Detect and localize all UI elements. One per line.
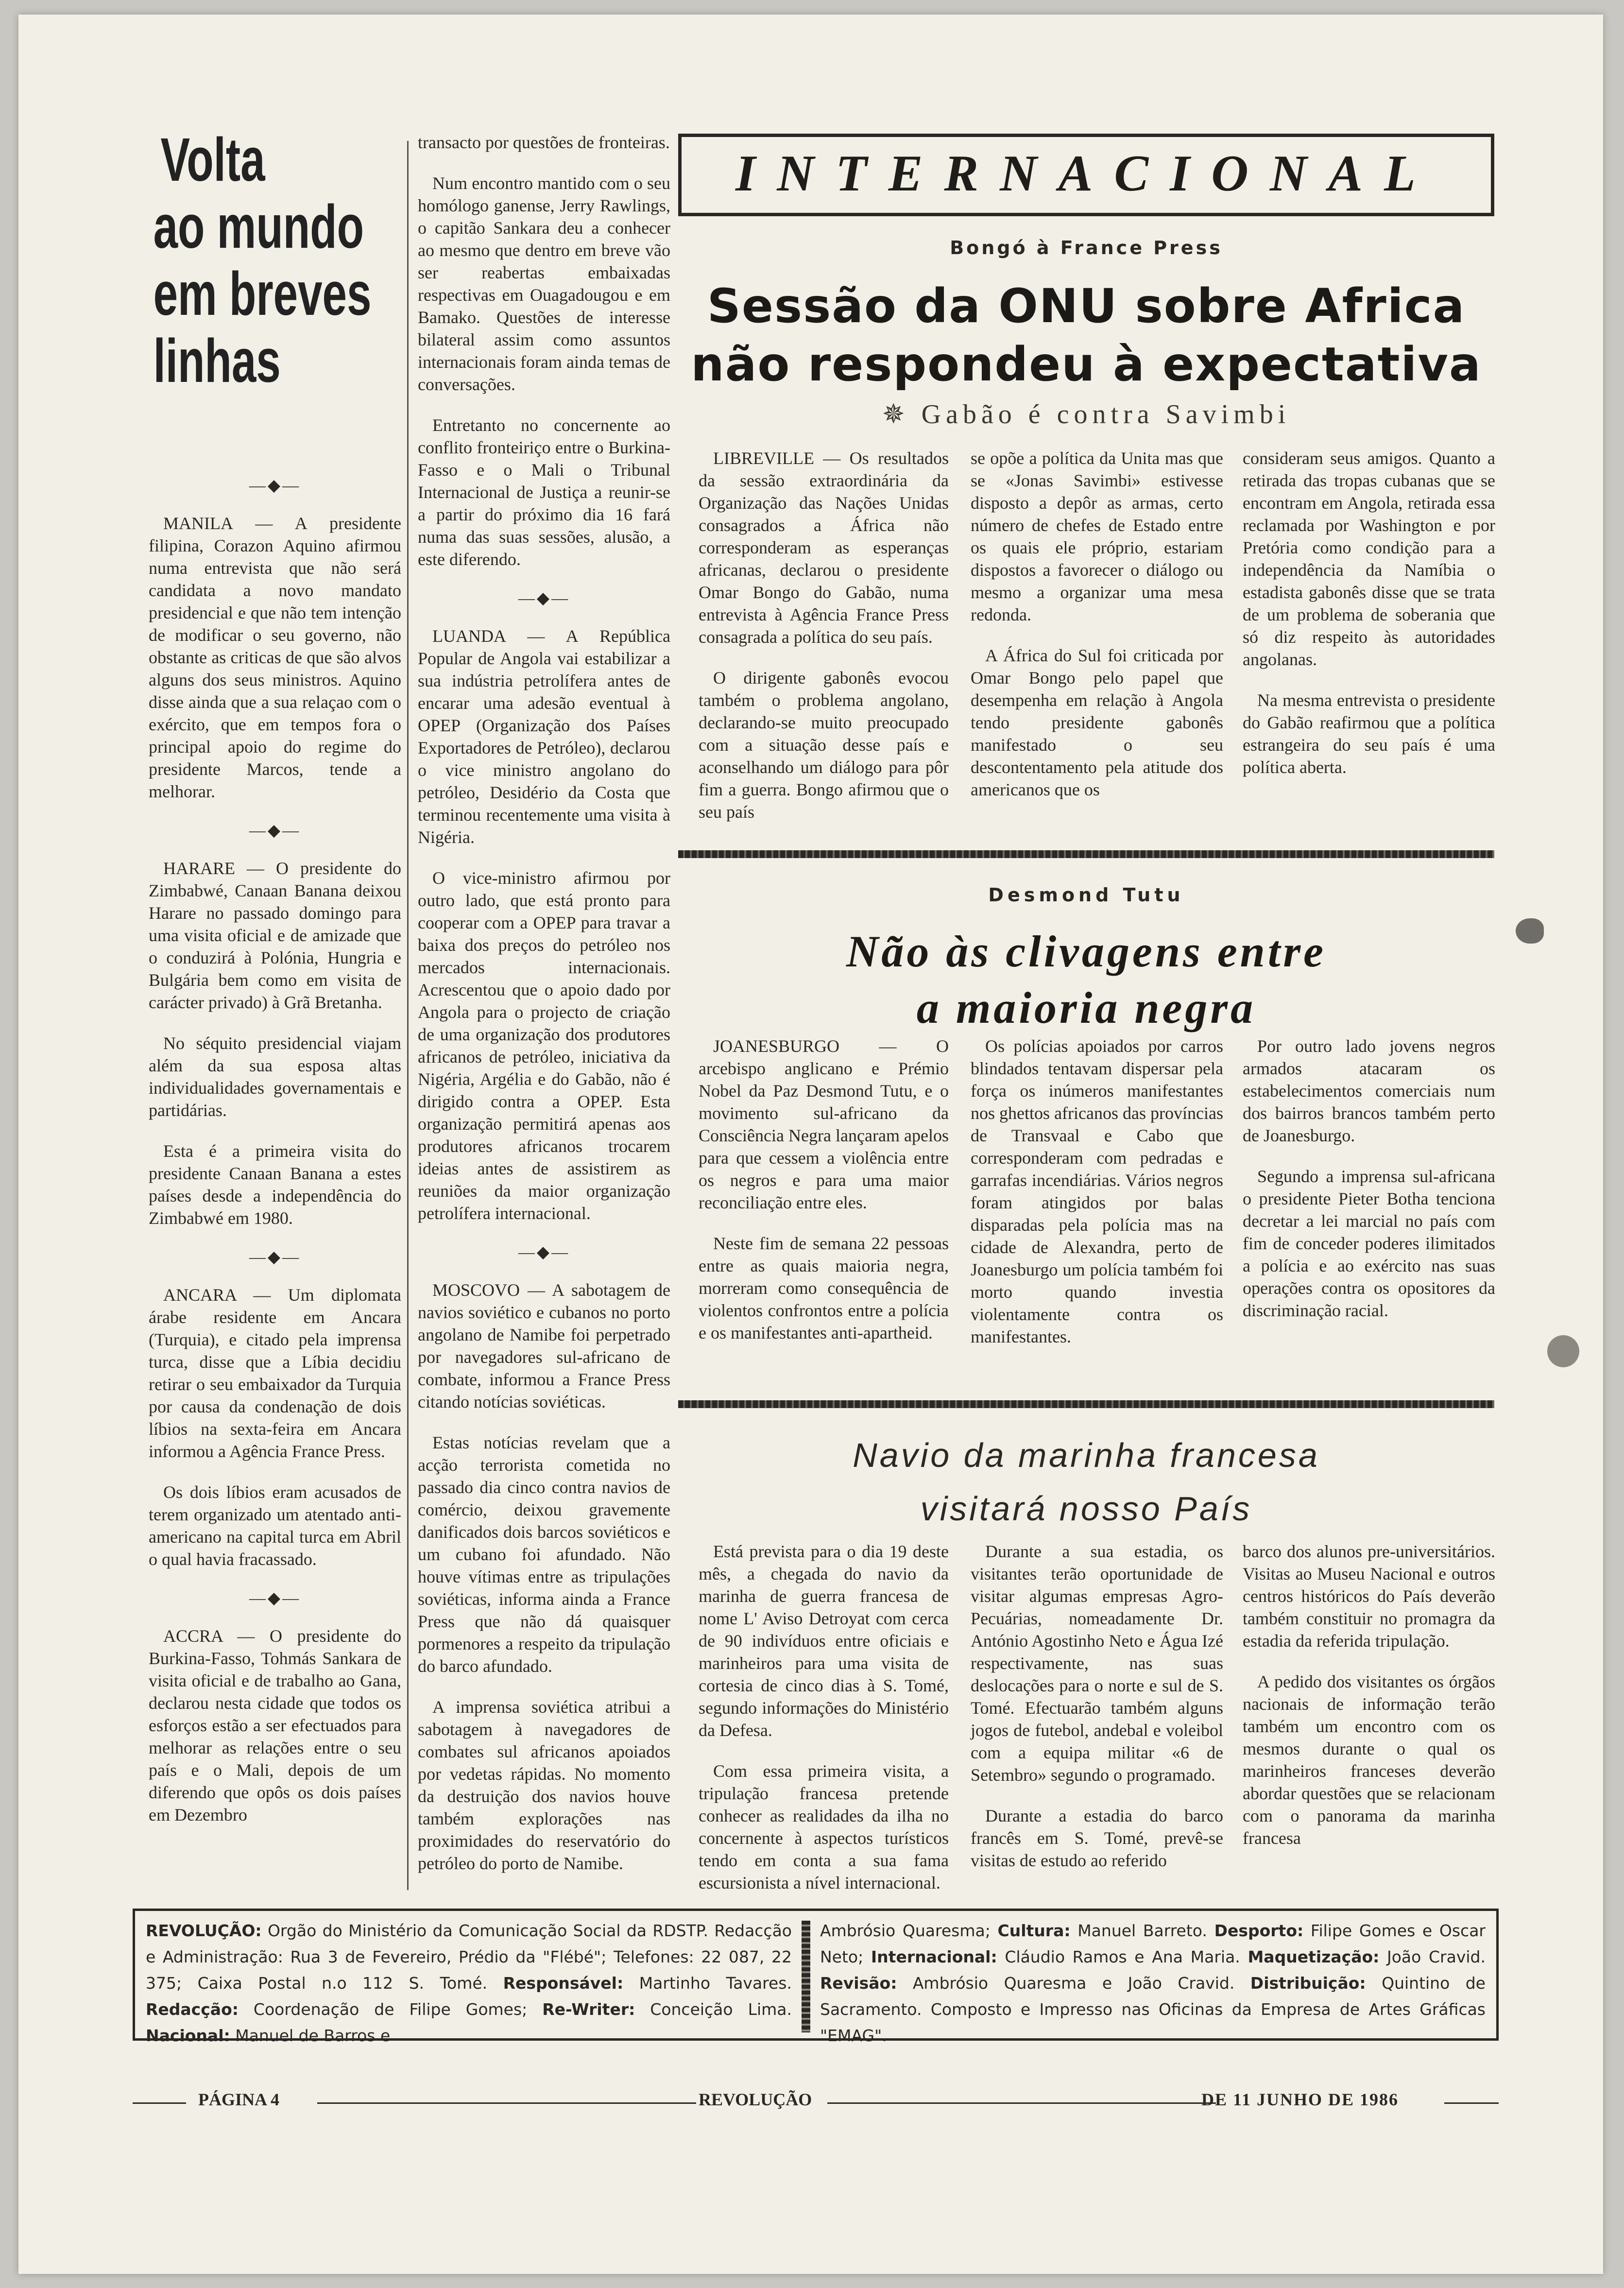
brief-ancara-2: Os dois líbios eram acusados de terem organizado um atentado anti-americano na capital turca em Abril o qual havia fracassado. — [149, 1482, 401, 1569]
story2-paragraph: Por outro lado jovens negros armados atacaram os estabelecimentos comerciais num dos bairros brancos também perto de Joanesburgo. — [1243, 1036, 1495, 1145]
credit-label: Desporto: — [1214, 1921, 1304, 1940]
credits-right — [820, 1918, 1486, 2049]
story3-column-2 — [971, 1540, 1223, 1890]
story3-headline-line-2: visitará nosso País — [920, 1490, 1252, 1528]
story1-subhead: ✵ Gabão é contra Savimbi — [882, 399, 1291, 430]
credit-text: Manuel de Barros e — [230, 2026, 391, 2045]
brief-moscovo-2: Estas notícias revelam que a acção terrorista cometida no passado dia cinco contra navios de comércio, deixou gravemente danificados dois barcos soviéticos e um cubano foi afundado. Não houve vítimas entre as tripulações soviéticas, informa ainda a France Press que não dá quaisquer pormenores a respeito da tripulação do barco afundado. — [418, 1433, 670, 1676]
story3-paragraph: Está prevista para o dia 19 deste mês, a chegada do navio da marinha de guerra francesa de nome L' Aviso Detroyat com cerca de 90 indivíduos entre oficiais e marinheiros para uma visita de cortesia de cinco dias à S. Tomé, segundo informações do Ministério da Defesa. — [699, 1542, 949, 1740]
story1-paragraph: consideram seus amigos. Quanto a retirada das tropas cubanas que se encontram em Angola, retirada essa reclamada por Washington e por Pretória como condição para a independência da Namíbia o estadista gabonês disse que se trata de um problema de soberania que só diz respeito às autoridades angolanas. — [1243, 448, 1495, 669]
story2-column-2 — [971, 1035, 1223, 1366]
credit-text: João Cravid. — [1379, 1947, 1486, 1966]
ornament-divider: —◆— — [518, 1243, 570, 1261]
newspaper-page — [18, 15, 1603, 2274]
credit-label: REVOLUÇÃO: — [146, 1921, 262, 1940]
credit-text: Filipe Gomes e Oscar Neto; — [820, 1921, 1486, 1966]
brief-luanda: LUANDA — A República Popular de Angola vai estabilizar a sua indústria petrolífera antes de encarar uma adesão eventual à OPEP (Organização dos Países Exportadores de Petróleo), declarou o vice ministro angolano do petróleo, Desidério da Costa que terminou recentemente uma visita à Nigéria. — [418, 626, 670, 847]
credit-label: Internacional: — [871, 1947, 997, 1966]
brief-moscovo-3: A imprensa soviética atribui a sabotagem à navegadores de combates sul africanos apoiados por vedetas rápidas. No momento da destruição dos navios houve também explorações nas proximidades do reservatório do petróleo do porto de Namibe. — [418, 1697, 670, 1873]
feature-title-line-4: linhas — [153, 327, 281, 395]
story1-headline-line-2: não respondeu à expectativa — [691, 337, 1482, 392]
story2-byline: Desmond Tutu — [988, 884, 1184, 906]
ornament-divider: —◆— — [249, 822, 301, 840]
credit-text: Martinho Tavares. — [623, 1974, 792, 1993]
ornament-divider: —◆— — [249, 477, 301, 495]
credit-text: Cláudio Ramos e Ana Maria. — [997, 1947, 1248, 1966]
credit-label: Revisão: — [820, 1974, 897, 1993]
story2-paragraph: Segundo a imprensa sul-africana o presidente Pieter Botha tenciona decretar a lei marcial no país com fim de conceder poderes ilimitados a polícia e ao exército nas suas operações contra os opositores da discriminação racial. — [1243, 1167, 1495, 1320]
credit-label: Redacção: — [146, 2000, 239, 2019]
story1-headline-line-1: Sessão da ONU sobre Africa — [707, 279, 1466, 333]
ornament-divider: —◆— — [249, 1248, 301, 1266]
credit-label: Nacional: — [146, 2026, 230, 2045]
ornament-divider: —◆— — [518, 589, 570, 607]
credit-label: Re-Writer: — [542, 2000, 635, 2019]
story-divider — [678, 850, 1494, 858]
feature-title-line-1: Volta — [160, 125, 265, 194]
story2-headline — [678, 923, 1494, 1036]
brief-moscovo: MOSCOVO — A sabotagem de navios soviético e cubanos no porto angolano de Namibe foi perpetrado por navegadores sul-africano de combate, informou a France Press citando notícias soviéticas. — [418, 1280, 670, 1411]
story3-column-3 — [1243, 1540, 1495, 1868]
brief-accra-cont-3: Entretanto no concernente ao conflito fronteiriço entre o Burkina-Fasso e o Mali o Tribunal Internacional de Justiça a reunir-se a partir do próximo dia 16 fará numa das suas sessões, alusão, a este diferendo. — [418, 415, 670, 569]
credit-label: Maquetização: — [1248, 1947, 1380, 1966]
story3-paragraph: barco dos alunos pre-universitários. Visitas ao Museu Nacional e outros centros históricos do País deverão também constituir no promagra da estadia da referida tripulação. — [1243, 1542, 1495, 1651]
section-title: INTERNACIONAL — [735, 145, 1437, 202]
issue-date: DE 11 JUNHO DE 1986 — [1201, 2090, 1399, 2109]
credit-label: Distribuição: — [1250, 1974, 1366, 1993]
story1-column-1 — [699, 447, 949, 842]
brief-ancara: ANCARA — Um diplomata árabe residente em Ancara (Turquia), e citado pela imprensa turca, disse que a Líbia decidiu retirar o seu embaixador da Turquia por causa da condenação de dois líbios na sexta-feira em Ancara informou a Agência France Press. — [149, 1285, 401, 1461]
briefs-column-2 — [418, 131, 670, 1893]
story2-paragraph: Neste fim de semana 22 pessoas entre as quais maioria negra, morreram como consequência de violentos confrontos entre a polícia e os manifestantes anti-apartheid. — [699, 1234, 949, 1342]
credit-text: Coordenação de Filipe Gomes; — [238, 2000, 543, 2019]
story3-paragraph: Com essa primeira visita, a tripulação francesa pretende conhecer as realidades da ilha no concernente à aspectos turísticos tendo em conta a sua fama escursionista a nível internacional. — [699, 1761, 949, 1892]
story2-column-3 — [1243, 1035, 1495, 1340]
binder-clip-icon — [1516, 918, 1544, 944]
story3-paragraph: Durante a sua estadia, os visitantes terão oportunidade de visitar algumas empresas Agro-Pecuárias, nomeadamente Dr. António Agostinho Neto e Água Izé respectivamente, nas suas deslocações para o norte e sul de S. Tomé. Efectuarão também alguns jogos de futebol, andebal e voleibol com a equipa militar «6 de Setembro» segundo o programado. — [971, 1542, 1223, 1785]
feature-title-line-3: em breves — [153, 259, 372, 328]
footer-rule — [317, 2102, 696, 2104]
story1-headline — [678, 277, 1494, 394]
ornament-divider: —◆— — [249, 1589, 301, 1607]
credit-text: Ambrósio Quaresma e João Cravid. — [897, 1974, 1250, 1993]
credits-left — [146, 1918, 792, 2049]
brief-luanda-2: O vice-ministro afirmou por outro lado, que está pronto para cooperar com a OPEP para travar a baixa dos preços do petróleo nos mercados internacionais. Acrescentou que o apoio dado por Angola para o projecto de criação de uma organização dos produtores africanos de petróleo, iniciativa da Nigéria, Argélia e do Gabão, não é dirigido contra a OPEP. Esta organização permitirá apenas aos produtores africanos trocarem ideias antes de assistirem as reuniões da maior organização petrolífera internacional. — [418, 868, 670, 1223]
story1-paragraph: LIBREVILLE — Os resultados da sessão extraordinária da Organização das Nações Unidas consagrados a África não corresponderam as esperanças africanas, declarou o presidente Omar Bongo do Gabão, numa entrevista à Agência France Press consagrada a política do seu país. — [699, 448, 949, 647]
story1-paragraph: Na mesma entrevista o presidente do Gabão reafirmou que a política estrangeira do seu país é uma política aberta. — [1243, 690, 1495, 777]
credit-label: Responsável: — [503, 1974, 624, 1993]
column-rule — [407, 141, 409, 1890]
story1-paragraph: se opõe a política da Unita mas que se «Jonas Savimbi» estivesse disposto a depôr as armas, certo número de chefes de Estado entre os quais ele próprio, estariam dispostos a favorecer o diálogo ou mesmo a organizar uma mesa redonda. — [971, 448, 1223, 624]
story3-headline — [678, 1428, 1494, 1535]
footer-rule — [827, 2102, 1216, 2104]
feature-title-line-2: ao mundo — [153, 192, 364, 261]
brief-harare: HARARE — O presidente do Zimbabwé, Canaan Banana deixou Harare no passado domingo para uma visita oficial e de amizade que o conduzirá à Polónia, Hungria e Bulgária bem como em visita de carácter privado) à Grã Bretanha. — [149, 859, 401, 1012]
story1-byline: Bongó à France Press — [950, 237, 1223, 258]
story1-paragraph: A África do Sul foi criticada por Omar Bongo pelo papel que desempenha em relação à Angola tendo presidente gabonês manifestado o seu descontentamento pela atitude dos americanos que os — [971, 646, 1223, 799]
story1-column-2 — [971, 447, 1223, 819]
feature-title — [130, 125, 372, 395]
footer-rule — [1444, 2102, 1499, 2104]
section-title-box — [678, 134, 1494, 216]
story3-paragraph: Durante a estadia do barco francês em S. Tomé, prevê-se visitas de estudo ao referido — [971, 1806, 1223, 1870]
story2-paragraph: Os polícias apoiados por carros blindados tentavam dispersar pela força os inúmeros manifestantes nos ghettos africanos das províncias de Transvaal e Cabo que corresponderam com pedradas e garrafas incendiárias. Vários negros foram atingidos por balas disparadas pela polícia mas na cidade de Alexandra, perto de Joanesburgo um polícia também foi morto quando investia violentamente contra os manifestantes. — [971, 1036, 1223, 1346]
story3-paragraph: A pedido dos visitantes os órgãos nacionais de informação terão também um encontro com os mesmos durante o qual os marinheiros franceses deverão abordar questões que se relacionam com o panorama da marinha francesa — [1243, 1672, 1495, 1848]
brief-accra-cont-2: Num encontro mantido com o seu homólogo ganense, Jerry Rawlings, o capitão Sankara deu a conhecer ao mesmo que dentro em breve vão ser reabertas embaixadas respectivas em Ouagadougou e em Bamako. Questões de interesse bilateral assim como assuntos internacionais foram ainda temas de conversações. — [418, 173, 670, 394]
paper-name: REVOLUÇÃO — [699, 2090, 812, 2109]
story2-headline-line-1: Não às clivagens entre — [846, 927, 1327, 976]
brief-harare-2: No séquito presidencial viajam além da sua esposa altas individualidades governamentais e partidárias. — [149, 1033, 401, 1120]
credit-text: Ambrósio Quaresma; — [820, 1921, 998, 1940]
punch-hole-icon — [1547, 1335, 1579, 1367]
masthead-credits — [133, 1909, 1499, 2045]
credit-label: Cultura: — [997, 1921, 1071, 1940]
brief-harare-3: Esta é a primeira visita do presidente Canaan Banana a estes países desde a independência do Zimbabwé em 1980. — [149, 1141, 401, 1228]
brief-manila: MANILA — A presidente filipina, Corazon Aquino afirmou numa entrevista que não será candidata a novo mandato presidencial e que não tem intenção de modificar o seu governo, não obstante as criticas de que são alvos alguns dos seus ministros. Aquino disse ainda que a sua relaçao com o exército, que em tempos fora o principal apoio do regime do presidente Marcos, tende a melhorar. — [149, 514, 401, 801]
story1-column-3 — [1243, 447, 1495, 797]
credit-text: Orgão do Ministério da Comunicação Social da RDSTP. Redacção e Administração: Rua 3 de Fevereiro, Prédio da "Flébé"; Telefones: 22 087, 22 375; Caixa Postal n.o 112 S. Tomé. — [146, 1921, 792, 1993]
briefs-column-1 — [149, 476, 401, 1844]
story2-paragraph: JOANESBURGO — O arcebispo anglicano e Prémio Nobel da Paz Desmond Tutu, e o movimento sul-africano da Consciência Negra lançaram apelos para que cessem a violência entre os negros e para uma maior reconciliação entre eles. — [699, 1036, 949, 1212]
brief-accra: ACCRA — O presidente do Burkina-Fasso, Tohmás Sankara de visita oficial e de trabalho ao Gana, declarou nesta cidade que todos os esforços estão a ser efectuados para melhorar as relações entre o seu país e o Mali, depois de um diferendo que opôs os dois países em Dezembro — [149, 1626, 401, 1824]
page-footer — [133, 2089, 1499, 2118]
credit-text: Manuel Barreto. — [1070, 1921, 1214, 1940]
credits-divider — [802, 1921, 810, 2032]
story-divider — [678, 1400, 1494, 1408]
story2-column-1 — [699, 1035, 949, 1362]
story3-headline-line-1: Navio da marinha francesa — [853, 1436, 1320, 1474]
story1-paragraph: O dirigente gabonês evocou também o problema angolano, declarando-se muito preocupado com a situação desse país e aconselhando um diálogo para pôr fim a guerra. Bongo afirmou que o seu país — [699, 668, 949, 822]
page-number: PÁGINA 4 — [198, 2090, 280, 2109]
credit-text: Conceição Lima. — [635, 2000, 792, 2019]
credit-text: Quintino de Sacramento. Composto e Impresso nas Oficinas da Empresa de Artes Gráficas "EMAG". — [820, 1974, 1486, 2045]
brief-accra-cont: transacto por questões de fronteiras. — [418, 133, 670, 152]
story2-headline-line-2: a maioria negra — [916, 983, 1256, 1032]
story3-column-1 — [699, 1540, 949, 1912]
footer-rule — [133, 2102, 186, 2104]
